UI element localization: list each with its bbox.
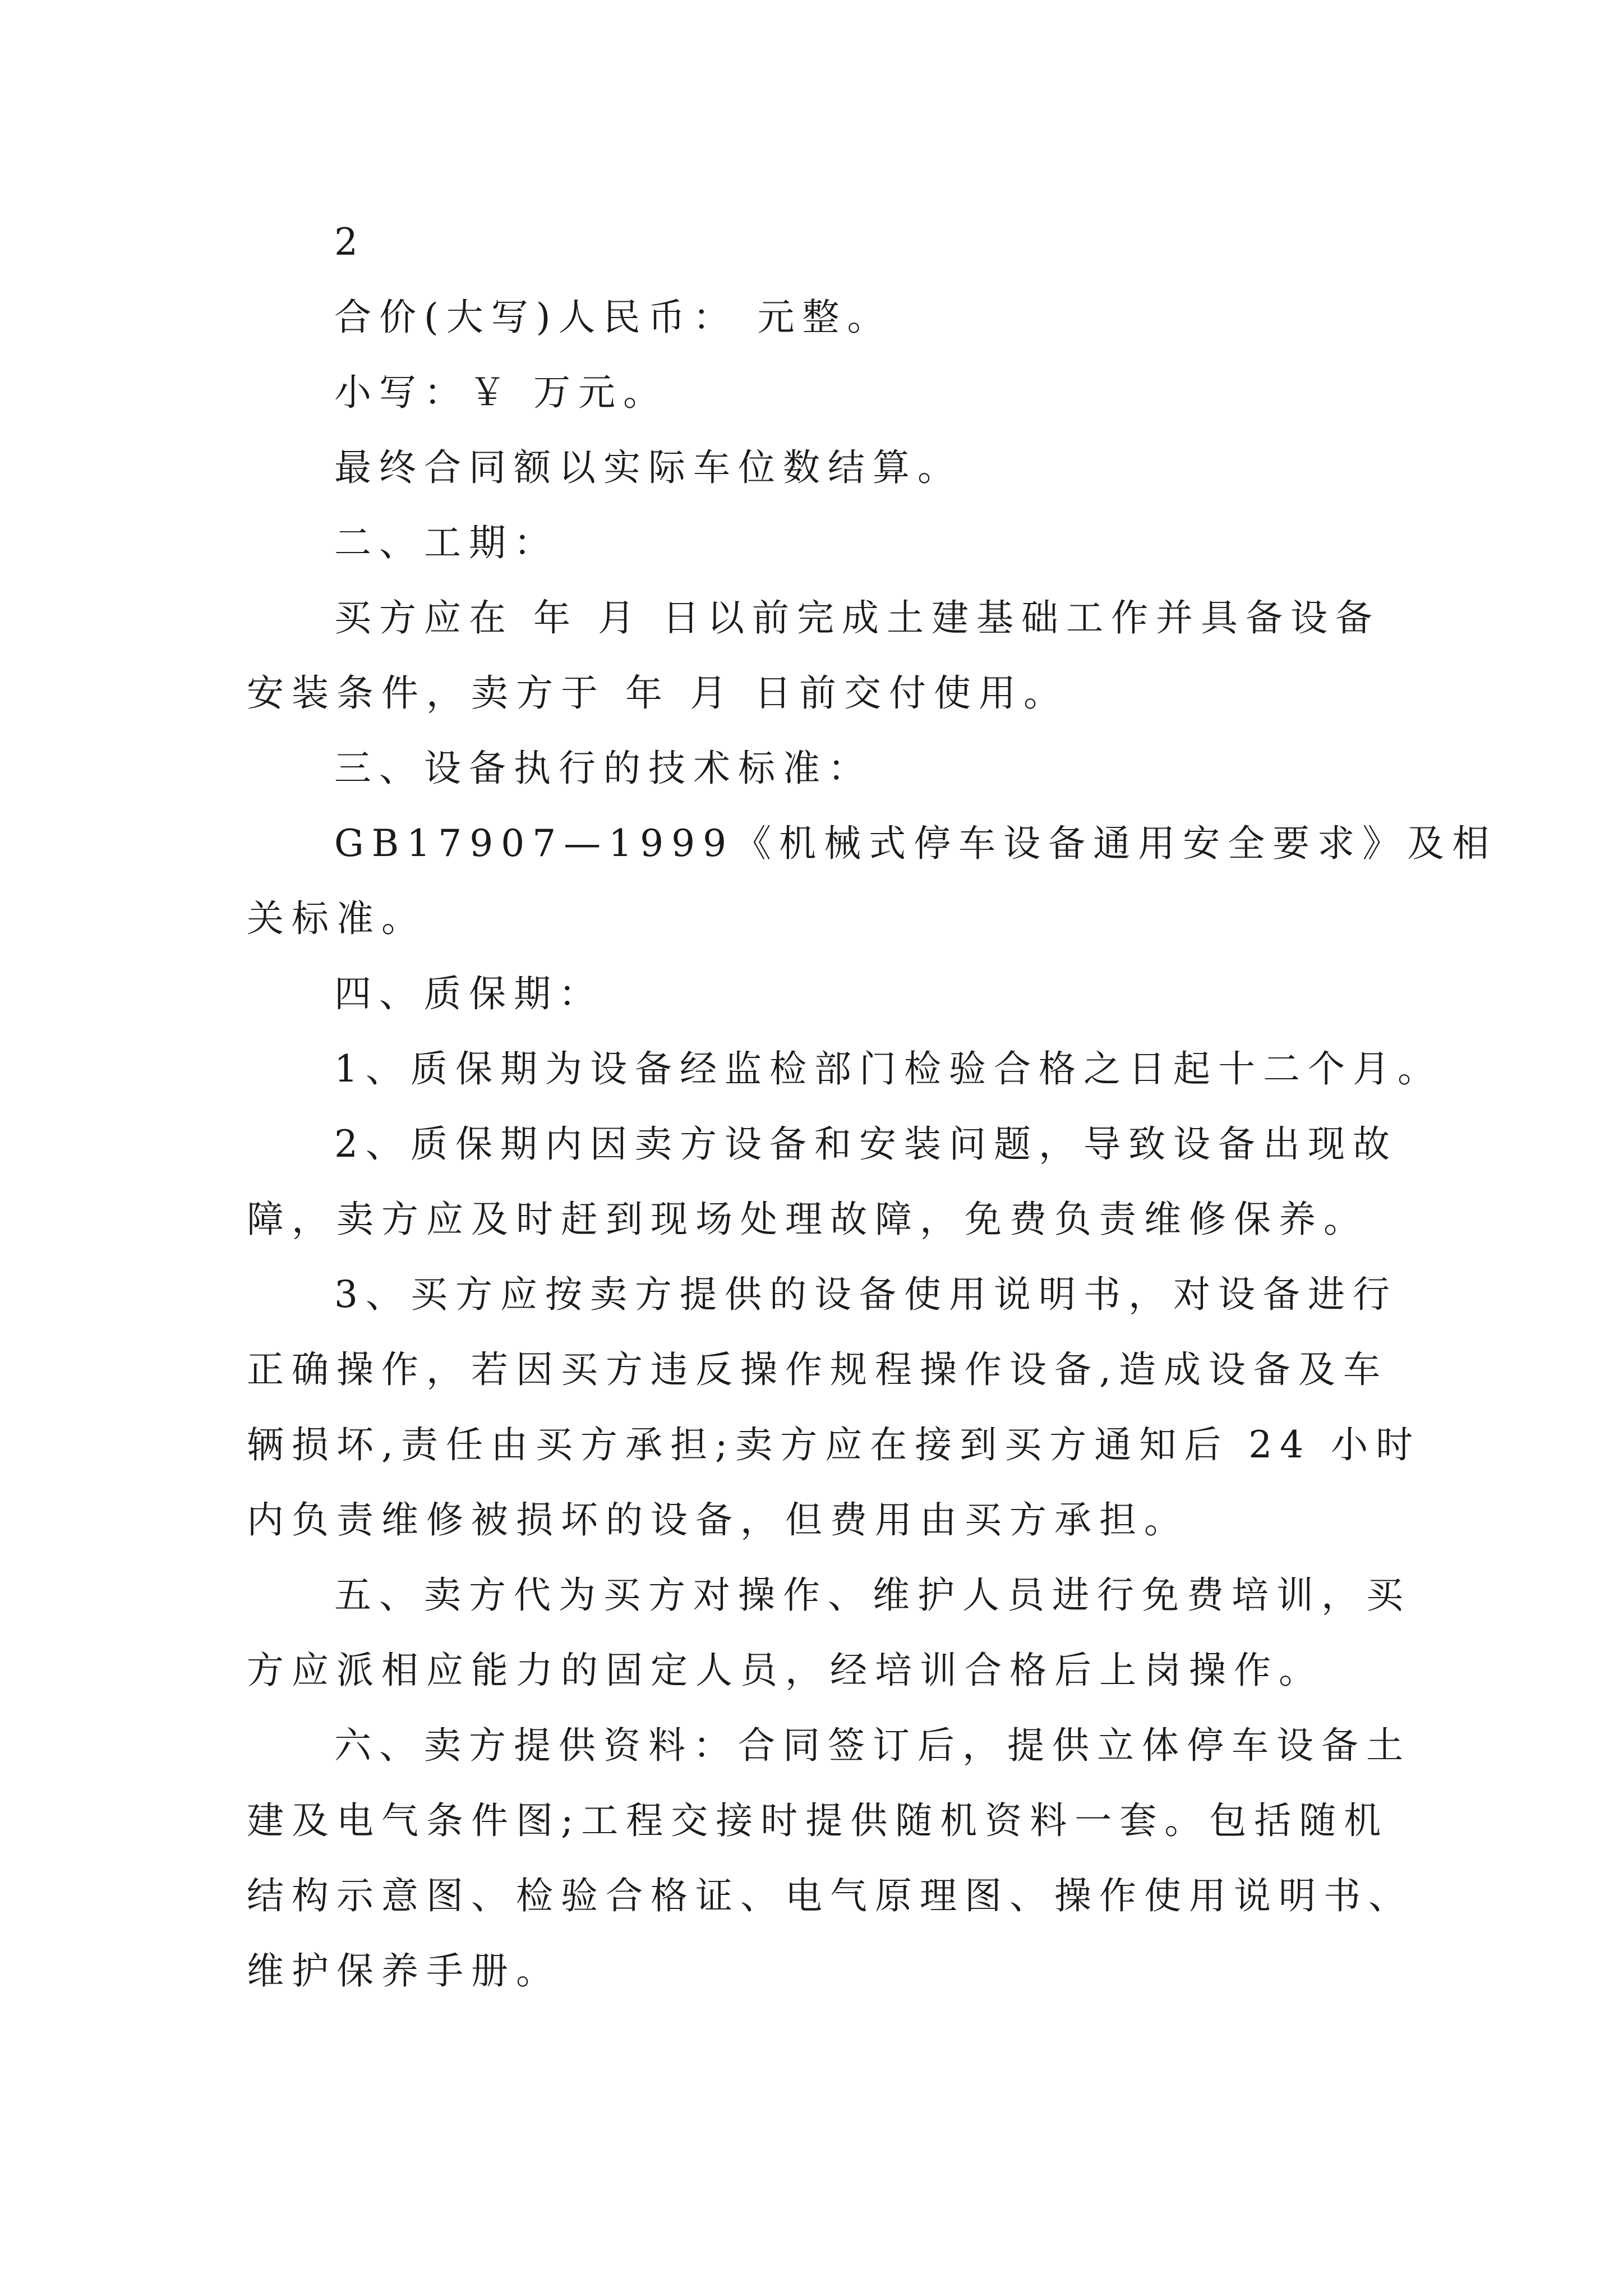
total-price-numeric-line: 小写：￥ 万元。	[334, 371, 668, 414]
paragraph-line: 维护保养手册。	[247, 1949, 561, 1993]
paragraph-line: 五、卖方代为买方对操作、维护人员进行免费培训，买	[334, 1573, 1411, 1617]
paragraph-line: 内负责维修被损坏的设备，但费用由买方承担。	[247, 1498, 1189, 1542]
total-price-capital-line: 合价(大写)人民币： 元整。	[334, 296, 892, 339]
section-heading-warranty: 四、质保期：	[334, 972, 603, 1015]
paragraph-line: 3、买方应按卖方提供的设备使用说明书，对设备进行	[334, 1273, 1398, 1316]
paragraph-line: 关标准。	[247, 897, 426, 940]
paragraph-line: 正确操作，若因买方违反操作规程操作设备,造成设备及车	[247, 1348, 1388, 1391]
settlement-note-line: 最终合同额以实际车位数结算。	[334, 446, 962, 489]
paragraph-line: 六、卖方提供资料：合同签订后，提供立体停车设备土	[334, 1724, 1411, 1767]
section-heading-standards: 三、设备执行的技术标准：	[334, 747, 873, 790]
paragraph-line: 方应派相应能力的固定人员，经培训合格后上岗操作。	[247, 1649, 1324, 1692]
paragraph-line: 辆损坏,责任由买方承担;卖方应在接到买方通知后 24 小时	[247, 1423, 1421, 1466]
paragraph-line: 建及电气条件图;工程交接时提供随机资料一套。包括随机	[247, 1799, 1389, 1842]
paragraph-line: 安装条件，卖方于 年 月 日前交付使用。	[247, 671, 1068, 715]
paragraph-line: 障，卖方应及时赶到现场处理故障，免费负责维修保养。	[247, 1198, 1368, 1241]
paragraph-line: 1、质保期为设备经监检部门检验合格之日起十二个月。	[334, 1047, 1442, 1091]
paragraph-line: 结构示意图、检验合格证、电气原理图、操作使用说明书、	[247, 1874, 1413, 1917]
paragraph-line: GB17907—1999《机械式停车设备通用安全要求》及相	[334, 822, 1497, 865]
paragraph-line: 2、质保期内因卖方设备和安装问题，导致设备出现故	[334, 1122, 1398, 1166]
section-heading-schedule: 二、工期：	[334, 521, 559, 564]
page-number-line: 2	[334, 220, 366, 264]
paragraph-line: 买方应在 年 月 日以前完成土建基础工作并具备设备	[334, 596, 1380, 639]
